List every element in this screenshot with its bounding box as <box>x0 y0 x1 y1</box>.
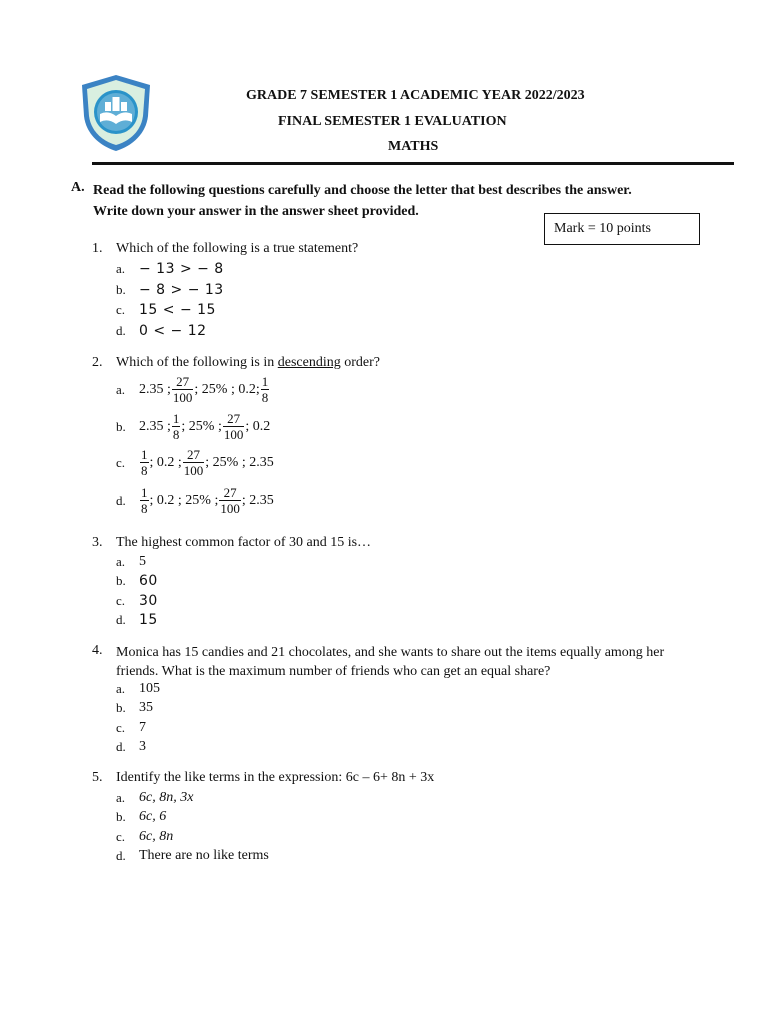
fraction: $\frac{27}{100}$ <box>183 447 204 478</box>
option-letter: b. <box>116 418 126 434</box>
option-item <box>116 681 160 697</box>
question-text: Which of the following is a true statement? <box>116 241 359 256</box>
question-number: 1. <box>92 241 103 256</box>
option-letter: c. <box>116 829 126 844</box>
option-letter: d. <box>116 492 126 508</box>
option-letter: a. <box>116 790 126 805</box>
option-item <box>116 790 193 806</box>
option-letter: b. <box>116 573 126 588</box>
option-item <box>116 720 146 736</box>
option-item <box>116 612 158 628</box>
option-letter: c. <box>116 302 126 317</box>
question-number: 2. <box>92 355 103 370</box>
option-item <box>116 809 166 825</box>
option-text: − 8 > − 13 <box>139 282 224 298</box>
option-item <box>116 554 146 570</box>
option-item <box>116 593 158 609</box>
option-item <box>116 302 216 318</box>
option-letter: a. <box>116 261 126 276</box>
option-text: ; 2.35 <box>241 492 274 508</box>
option-text: There are no like terms <box>139 848 269 863</box>
option-text: 6c, 8n <box>139 829 174 844</box>
option-item <box>116 261 224 277</box>
question-text: Which of the following is in descending order? <box>116 355 381 370</box>
fraction: $\frac{1}{8}$ <box>141 447 148 478</box>
option-letter: c. <box>116 454 126 470</box>
option-text: ; 0.2 <box>245 418 271 434</box>
fraction: $\frac{27}{100}$ <box>172 374 193 405</box>
option-letter: a. <box>116 554 126 569</box>
option-text: 6c, 6 <box>139 809 167 824</box>
school-logo-icon <box>76 72 156 152</box>
option-letter: a. <box>116 381 126 397</box>
option-text: − 13 > − 8 <box>139 261 224 277</box>
option-text: 35 <box>139 700 153 715</box>
question-text: Monica has 15 candies and 21 chocolates, and she wants to share out the items equally among her friends. What is the maximum number of friends who can get an equal share? <box>116 645 665 679</box>
option-text: 6c, 8n, 3x <box>139 790 194 805</box>
header-divider <box>92 162 734 165</box>
option-text: ; 0.2 ; <box>149 454 182 470</box>
option-text: 5 <box>139 554 146 569</box>
option-item <box>116 573 158 589</box>
question-text: The highest common factor of 30 and 15 is… <box>116 535 372 550</box>
option-item <box>116 700 153 716</box>
option-text: 30 <box>139 593 158 609</box>
option-text: 2.35 ; <box>139 418 171 434</box>
option-text: ; 25% ; 0.2; <box>194 381 260 397</box>
fraction: $\frac{27}{100}$ <box>220 485 240 516</box>
option-text: ; 25% ; 2.35 <box>205 454 274 470</box>
fraction: $\frac{1}{8}$ <box>261 374 269 405</box>
header-title-subject: MATHS <box>388 139 439 154</box>
option-item <box>116 374 270 405</box>
question-number: 4. <box>92 643 103 658</box>
question-number: 5. <box>92 770 103 785</box>
option-item <box>116 282 224 298</box>
option-text: 105 <box>139 681 160 696</box>
underlined-word: descending <box>277 355 341 370</box>
option-letter: c. <box>116 720 126 735</box>
fraction: $\frac{1}{8}$ <box>141 485 148 516</box>
option-item <box>116 739 146 755</box>
header-title-grade: GRADE 7 SEMESTER 1 ACADEMIC YEAR 2022/2023 <box>246 88 585 103</box>
option-text: 2.35 ; <box>139 381 171 397</box>
option-item <box>116 447 274 478</box>
option-letter: b. <box>116 809 126 824</box>
question-text: Identify the like terms in the expression: 6c – 6+ 8n + 3x <box>116 770 435 785</box>
option-text: 3 <box>139 739 146 754</box>
option-letter: a. <box>116 681 126 696</box>
option-text: ; 25% ; <box>181 418 222 434</box>
option-text: ; 0.2 ; 25% ; <box>149 492 219 508</box>
option-item <box>116 829 173 845</box>
mark-box: Mark = 10 points <box>544 213 700 245</box>
question-number: 3. <box>92 535 103 550</box>
option-text: 60 <box>139 573 158 589</box>
section-instructions: Read the following questions carefully and choose the letter that best describes the answer. Write down your answer in the answer sheet provided. <box>93 183 632 219</box>
option-letter: b. <box>116 700 126 715</box>
option-letter: c. <box>116 593 126 608</box>
header-title-evaluation: FINAL SEMESTER 1 EVALUATION <box>278 114 507 129</box>
option-letter: d. <box>116 848 126 863</box>
option-item <box>116 411 270 442</box>
option-letter: d. <box>116 739 126 754</box>
option-text: 15 < − 15 <box>139 302 216 318</box>
fraction: $\frac{1}{8}$ <box>172 411 180 442</box>
option-item <box>116 485 274 516</box>
section-letter: A. <box>71 180 85 195</box>
option-text: 7 <box>139 720 146 735</box>
option-item <box>116 323 207 339</box>
option-letter: d. <box>116 323 126 338</box>
option-letter: d. <box>116 612 126 627</box>
option-item <box>116 848 269 864</box>
fraction: $\frac{27}{100}$ <box>223 411 244 442</box>
option-letter: b. <box>116 282 126 297</box>
option-text: 15 <box>139 612 158 628</box>
option-text: 0 < − 12 <box>139 323 207 339</box>
